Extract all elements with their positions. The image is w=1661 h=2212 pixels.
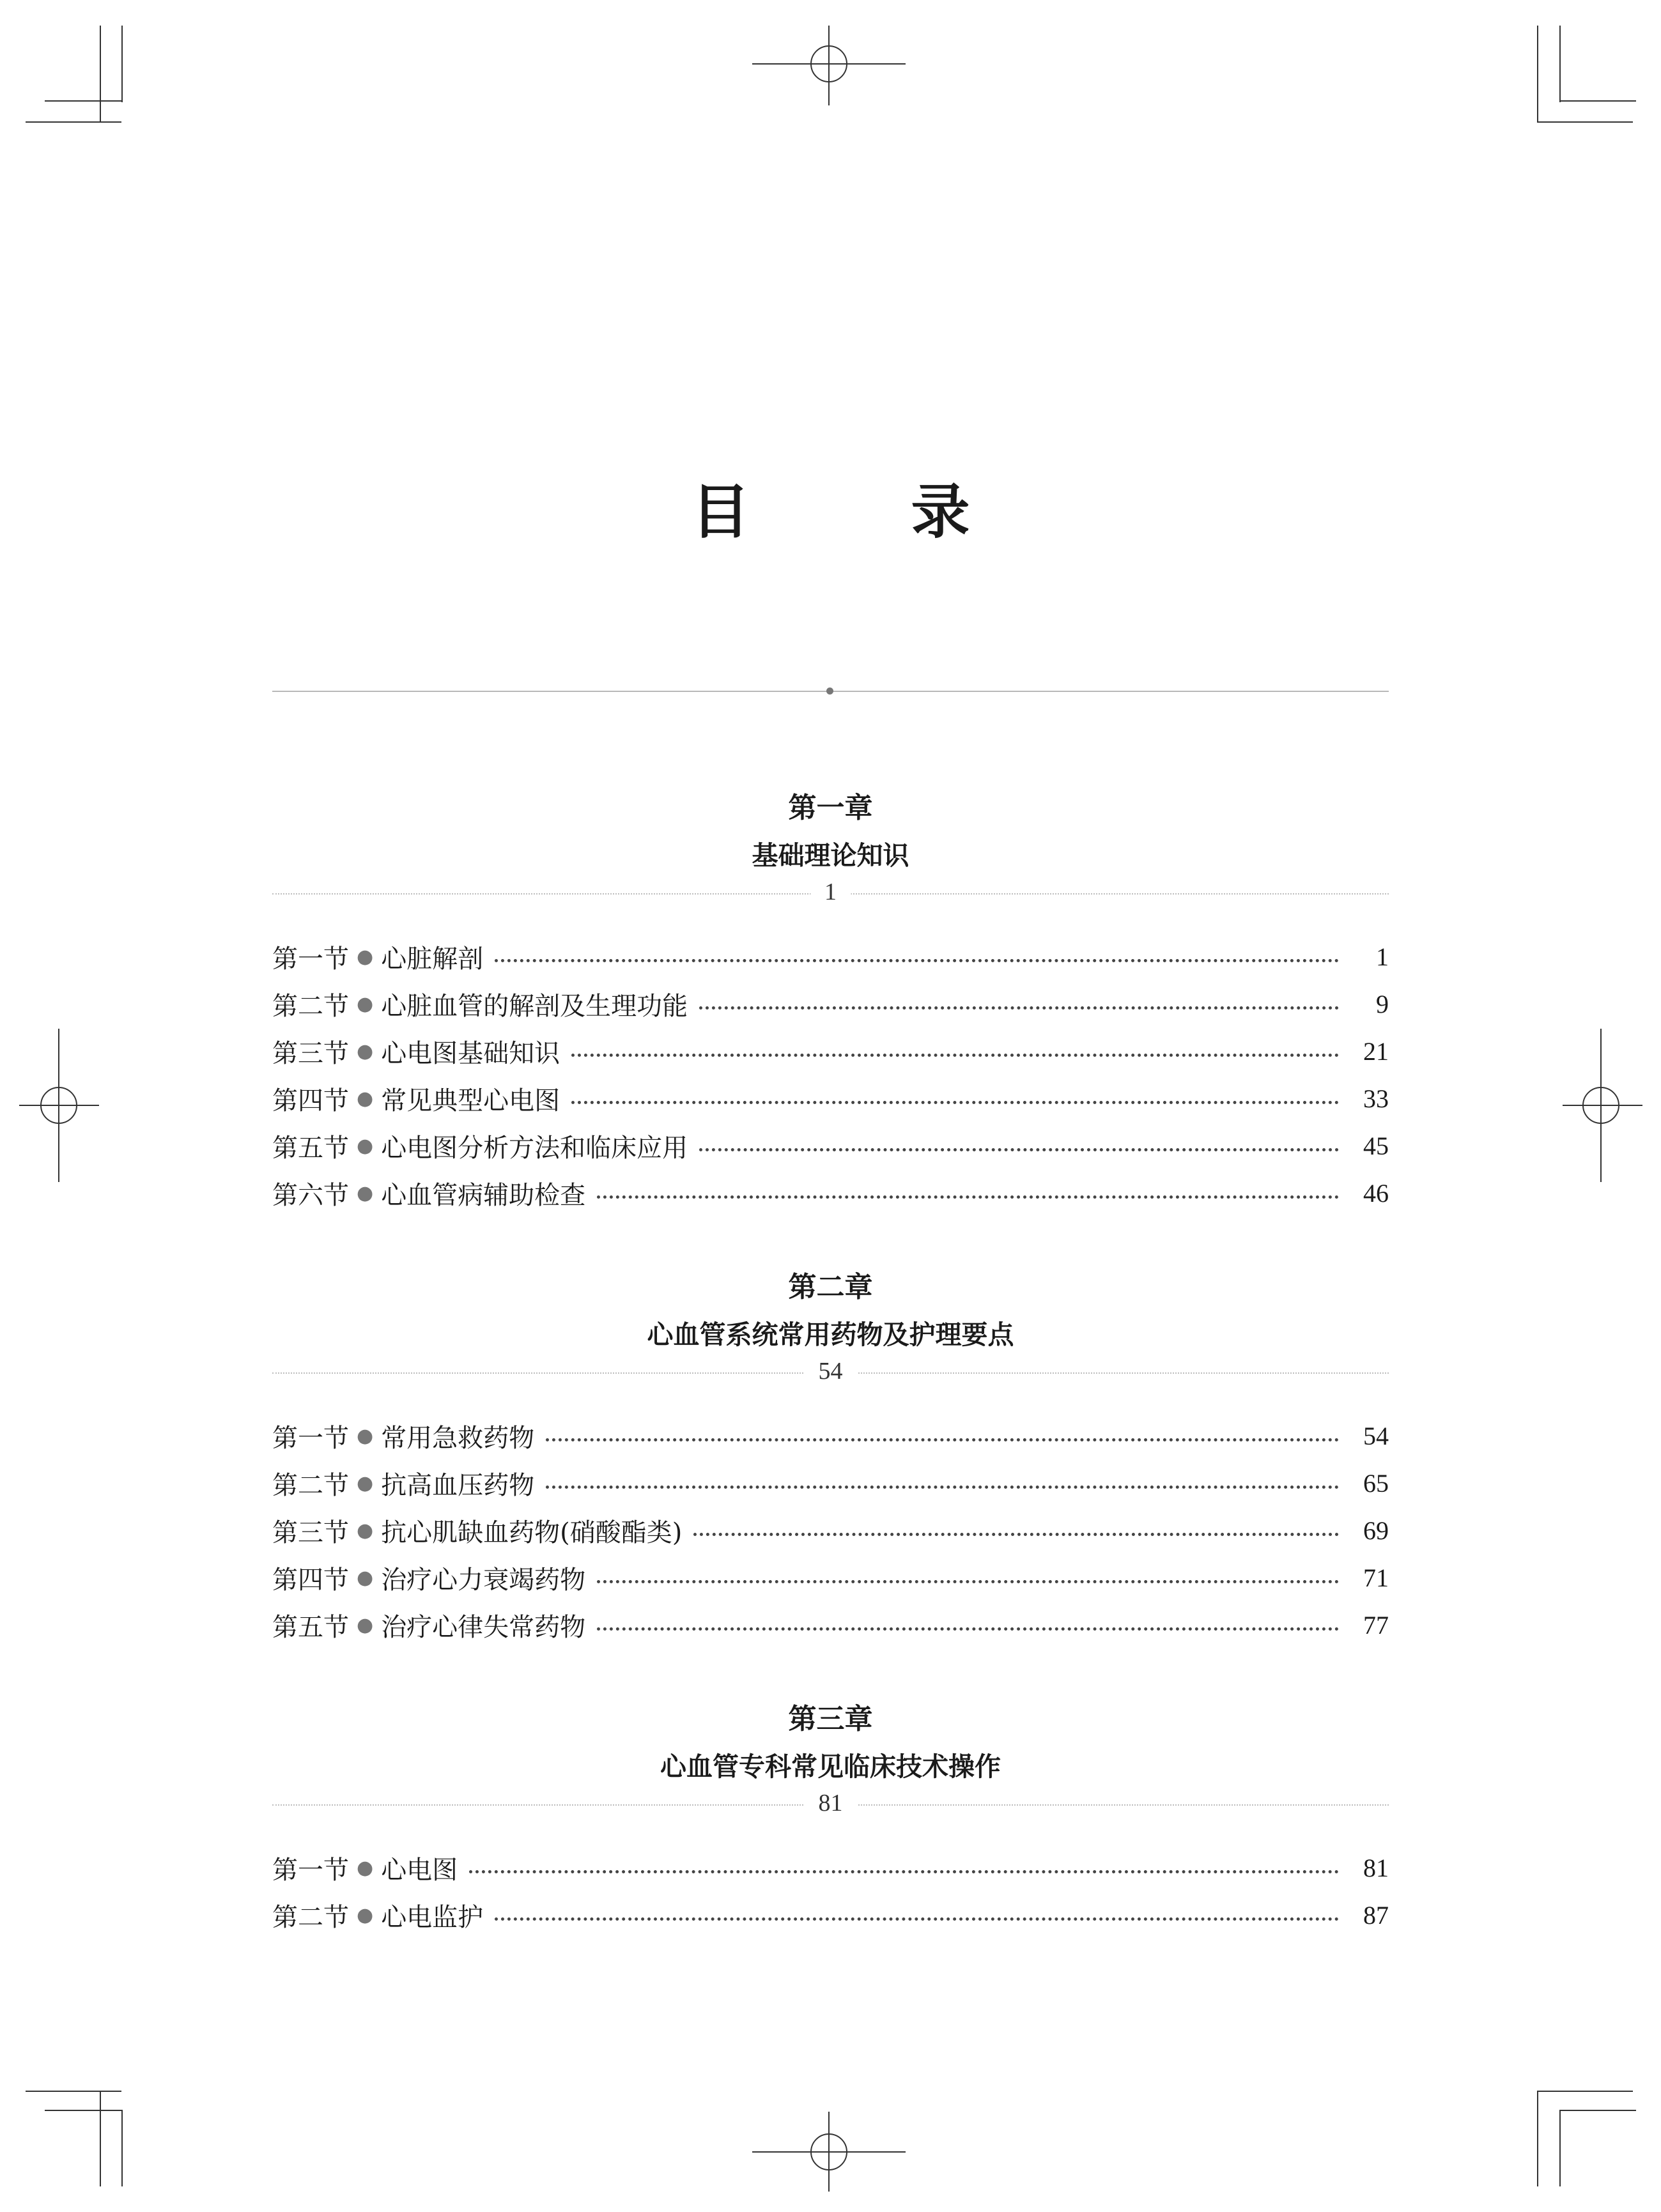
toc-entry[interactable] bbox=[272, 1844, 1389, 1891]
chapter-title[interactable]: 心血管专科常见临床技术操作 bbox=[660, 1751, 1001, 1782]
dot-leader bbox=[495, 959, 1339, 962]
section-title: 心脏解剖 bbox=[381, 944, 484, 974]
section-page: 45 bbox=[1363, 1131, 1389, 1160]
registration-mark-right bbox=[1559, 1029, 1642, 1182]
section-title: 心电监护 bbox=[381, 1902, 484, 1932]
toc-entry[interactable] bbox=[272, 1169, 1389, 1217]
dot-leader bbox=[693, 1533, 1339, 1536]
bullet-icon: ● bbox=[357, 1087, 374, 1110]
section-title: 心血管病辅助检查 bbox=[381, 1180, 586, 1210]
bullet-icon: ● bbox=[357, 1856, 374, 1879]
toc-entry[interactable] bbox=[272, 1027, 1389, 1075]
section-number: 第四节 bbox=[272, 1086, 349, 1116]
toc-entry[interactable] bbox=[272, 1412, 1389, 1459]
toc-entry[interactable] bbox=[272, 1601, 1389, 1648]
bullet-icon: ● bbox=[357, 1566, 374, 1589]
section-title: 心脏血管的解剖及生理功能 bbox=[381, 991, 688, 1021]
section-title: 心电图 bbox=[381, 1855, 458, 1885]
dot-leader bbox=[699, 1006, 1339, 1010]
bullet-icon: ● bbox=[357, 1181, 374, 1204]
section-number: 第五节 bbox=[272, 1612, 349, 1642]
chapter-title[interactable]: 心血管系统常用药物及护理要点 bbox=[647, 1319, 1014, 1350]
section-number: 第三节 bbox=[272, 1038, 349, 1068]
section-number: 第五节 bbox=[272, 1133, 349, 1163]
chapter-number: 第二章 bbox=[788, 1271, 873, 1303]
section-page: 21 bbox=[1363, 1036, 1389, 1066]
section-list bbox=[272, 1412, 1389, 1648]
section-title: 心电图分析方法和临床应用 bbox=[381, 1133, 688, 1163]
section-number: 第四节 bbox=[272, 1565, 349, 1595]
section-page: 46 bbox=[1363, 1178, 1389, 1208]
section-page: 9 bbox=[1376, 989, 1389, 1018]
dot-leader bbox=[597, 1195, 1339, 1199]
toc-entry[interactable] bbox=[272, 1075, 1389, 1122]
section-number: 第一节 bbox=[272, 944, 349, 974]
registration-mark-top bbox=[752, 26, 906, 109]
title-divider-dot bbox=[826, 687, 833, 695]
registration-mark-left bbox=[19, 1029, 102, 1182]
section-title: 治疗心律失常药物 bbox=[381, 1612, 586, 1642]
dot-leader bbox=[546, 1486, 1339, 1489]
section-title: 抗高血压药物 bbox=[381, 1470, 535, 1500]
dot-leader bbox=[597, 1580, 1339, 1583]
bullet-icon: ● bbox=[357, 1903, 374, 1926]
section-title: 心电图基础知识 bbox=[381, 1038, 560, 1068]
chapter-number: 第一章 bbox=[788, 792, 873, 824]
chapter-page: 54 bbox=[805, 1357, 857, 1385]
dot-leader bbox=[546, 1438, 1339, 1441]
bullet-icon: ● bbox=[357, 1424, 374, 1447]
section-page: 77 bbox=[1363, 1610, 1389, 1640]
section-list bbox=[272, 1844, 1389, 1939]
dot-leader bbox=[469, 1870, 1339, 1873]
chapter-page: 81 bbox=[805, 1789, 857, 1817]
section-page: 54 bbox=[1363, 1421, 1389, 1450]
section-number: 第二节 bbox=[272, 991, 349, 1021]
toc-entry[interactable] bbox=[272, 1554, 1389, 1601]
section-number: 第二节 bbox=[272, 1470, 349, 1500]
section-list bbox=[272, 933, 1389, 1217]
section-page: 87 bbox=[1363, 1900, 1389, 1930]
section-number: 第二节 bbox=[272, 1902, 349, 1932]
section-page: 81 bbox=[1363, 1853, 1389, 1882]
dot-leader bbox=[495, 1917, 1339, 1921]
section-page: 69 bbox=[1363, 1516, 1389, 1545]
bullet-icon: ● bbox=[357, 1134, 374, 1157]
toc-entry[interactable] bbox=[272, 1507, 1389, 1554]
section-page: 1 bbox=[1376, 942, 1389, 971]
section-title: 常见典型心电图 bbox=[381, 1086, 560, 1116]
section-number: 第六节 bbox=[272, 1180, 349, 1210]
section-title: 治疗心力衰竭药物 bbox=[381, 1565, 586, 1595]
page-title: 目 录 bbox=[691, 477, 1040, 546]
section-title: 常用急救药物 bbox=[381, 1423, 535, 1453]
section-title: 抗心肌缺血药物(硝酸酯类) bbox=[381, 1517, 683, 1548]
bullet-icon: ● bbox=[357, 1613, 374, 1636]
chapter-number: 第三章 bbox=[788, 1703, 873, 1735]
section-number: 第一节 bbox=[272, 1423, 349, 1453]
section-number: 第三节 bbox=[272, 1517, 349, 1548]
bullet-icon: ● bbox=[357, 945, 374, 968]
section-page: 71 bbox=[1363, 1563, 1389, 1592]
section-page: 33 bbox=[1363, 1084, 1389, 1113]
toc-entry[interactable] bbox=[272, 1122, 1389, 1169]
dot-leader bbox=[571, 1101, 1339, 1104]
dot-leader bbox=[699, 1148, 1339, 1151]
toc-entry[interactable] bbox=[272, 1459, 1389, 1507]
bullet-icon: ● bbox=[357, 1519, 374, 1542]
dot-leader bbox=[597, 1627, 1339, 1631]
toc-entry[interactable] bbox=[272, 933, 1389, 980]
toc-entry[interactable] bbox=[272, 1891, 1389, 1939]
toc-entry[interactable] bbox=[272, 980, 1389, 1027]
bullet-icon: ● bbox=[357, 1471, 374, 1494]
section-page: 65 bbox=[1363, 1468, 1389, 1498]
dot-leader bbox=[571, 1054, 1339, 1057]
chapter-title[interactable]: 基础理论知识 bbox=[752, 840, 909, 871]
registration-mark-bottom bbox=[752, 2108, 906, 2192]
section-number: 第一节 bbox=[272, 1855, 349, 1885]
bullet-icon: ● bbox=[357, 1040, 374, 1063]
chapter-page: 1 bbox=[810, 878, 851, 906]
bullet-icon: ● bbox=[357, 992, 374, 1015]
